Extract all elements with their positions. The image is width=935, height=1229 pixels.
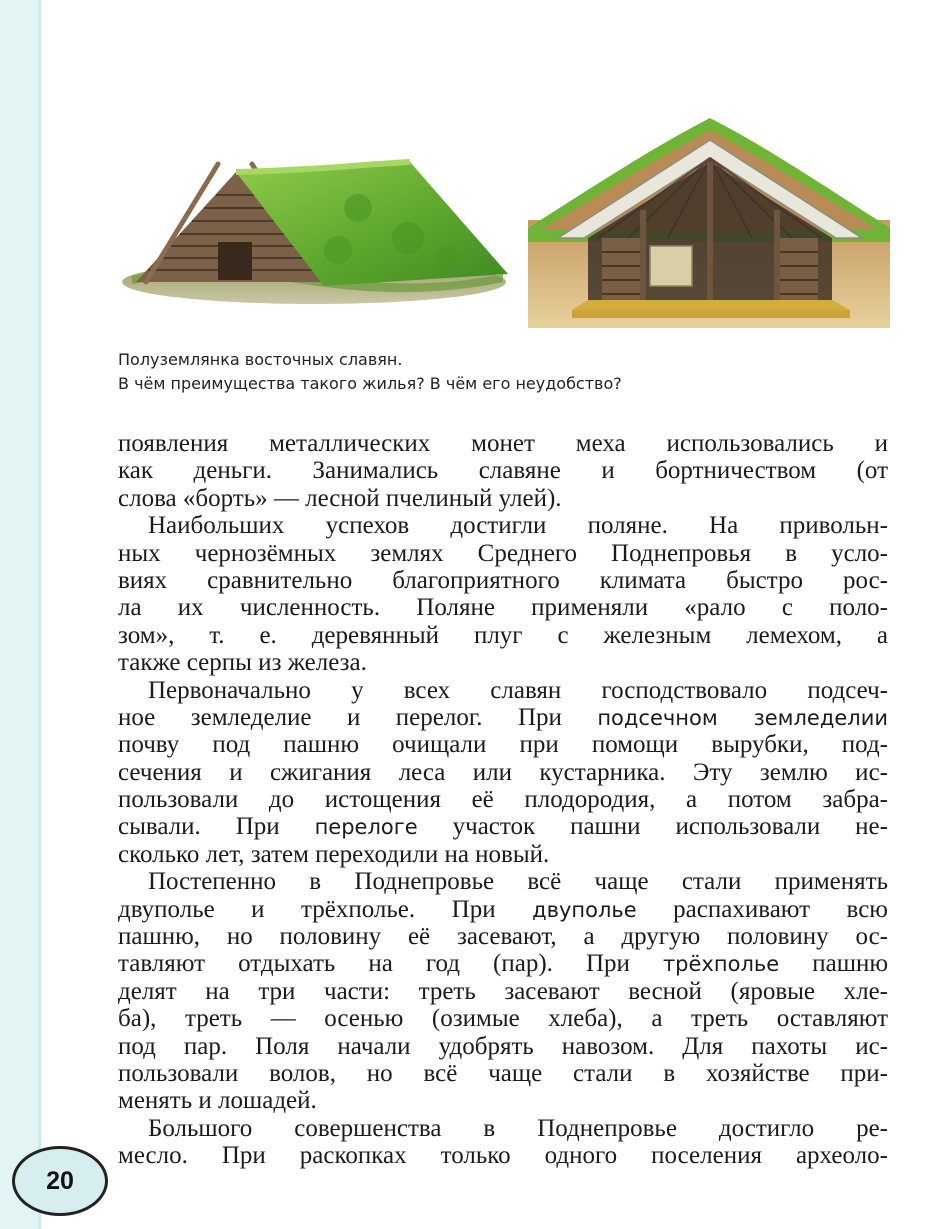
text-line [118,813,888,840]
text-line: почву под пашню очищали при помощи вырубки, под- [118,731,888,759]
text-run: пашню [779,950,888,978]
text-line: как деньги. Занимались славяне и бортничеством (от [118,457,888,485]
page-number: 20 [46,1166,74,1195]
text-line: ба), треть — осенью (озимые хлеба), а треть оставляют [118,1005,888,1033]
text-run: сывали. При [118,813,315,841]
page-number-badge [12,1146,108,1216]
text-line: виях сравнительно благоприятного климата быстро рос- [118,566,888,594]
text-line: также серпы из железа. [118,649,367,677]
text-line: слова «борть» — лесной пчелиный улей). [118,484,562,512]
text-line: под пар. Поля начали удобрять навозом. Для пахоты ис- [118,1032,888,1060]
caption-question: В чём преимущества такого жилья? В чём его неудобство? [118,374,622,393]
text-line: Наибольших успехов достигли поляне. На привольн- [148,512,888,540]
paragraph [118,868,888,1115]
text-line: ных чернозёмных землях Среднего Поднепровья в усло- [118,539,888,567]
text-run: двуполье и трёхполье. При [118,895,533,923]
text-run: тавляют отдыхать на год (пар). При [118,950,663,978]
semi-dugout-exterior-illustration [118,158,510,310]
paragraph [118,430,888,512]
main-text [118,430,888,1170]
text-run: участок пашни использовали не- [417,813,888,841]
caption-title: Полуземлянка восточных славян. [118,350,403,369]
text-line: месло. При раскопках только одного поселения археоло- [118,1142,888,1170]
key-term: подсечном земледелии [597,705,888,730]
paragraph [118,677,888,869]
text-line: пашню, но половину её засевают, а другую половину ос- [118,923,888,951]
semi-dugout-cross-section-illustration [528,110,890,328]
text-line: Первоначально у всех славян господствовало подсеч- [148,676,888,704]
text-line: сечения и сжигания леса или кустарника. Эту землю ис- [118,758,888,786]
text-line: пользовали до истощения её плодородия, а потом забра- [118,786,888,814]
illustration-caption [118,348,878,396]
text-line: Большого совершенства в Поднепровье достигло ре- [148,1114,888,1142]
text-line: сколько лет, затем переходили на новый. [118,840,550,868]
text-line: зом», т. е. деревянный плуг с железным лемехом, а [118,621,888,649]
text-run: ное земледелие и перелог. При [118,703,598,731]
key-term: двуполье [532,897,637,922]
text-line [118,896,888,923]
text-run: распахивают всю [636,895,888,923]
text-line: менять и лошадей. [118,1087,317,1115]
text-line: появления металлических монет меха использовались и [118,430,888,457]
key-term: трёхполье [662,952,780,977]
text-line: пользовали волов, но всё чаще стали в хозяйстве при- [118,1059,888,1087]
page-margin-strip [0,0,41,1229]
text-line [118,950,888,977]
key-term: перелоге [314,815,418,840]
text-line: ла их численность. Поляне применяли «рало с поло- [118,594,888,622]
paragraph [118,1115,888,1170]
text-line: делят на три части: треть засевают весной (яровые хле- [118,977,888,1005]
paragraph [118,512,888,676]
text-line: Постепенно в Поднепровье всё чаще стали применять [148,868,888,896]
text-line [118,704,888,731]
